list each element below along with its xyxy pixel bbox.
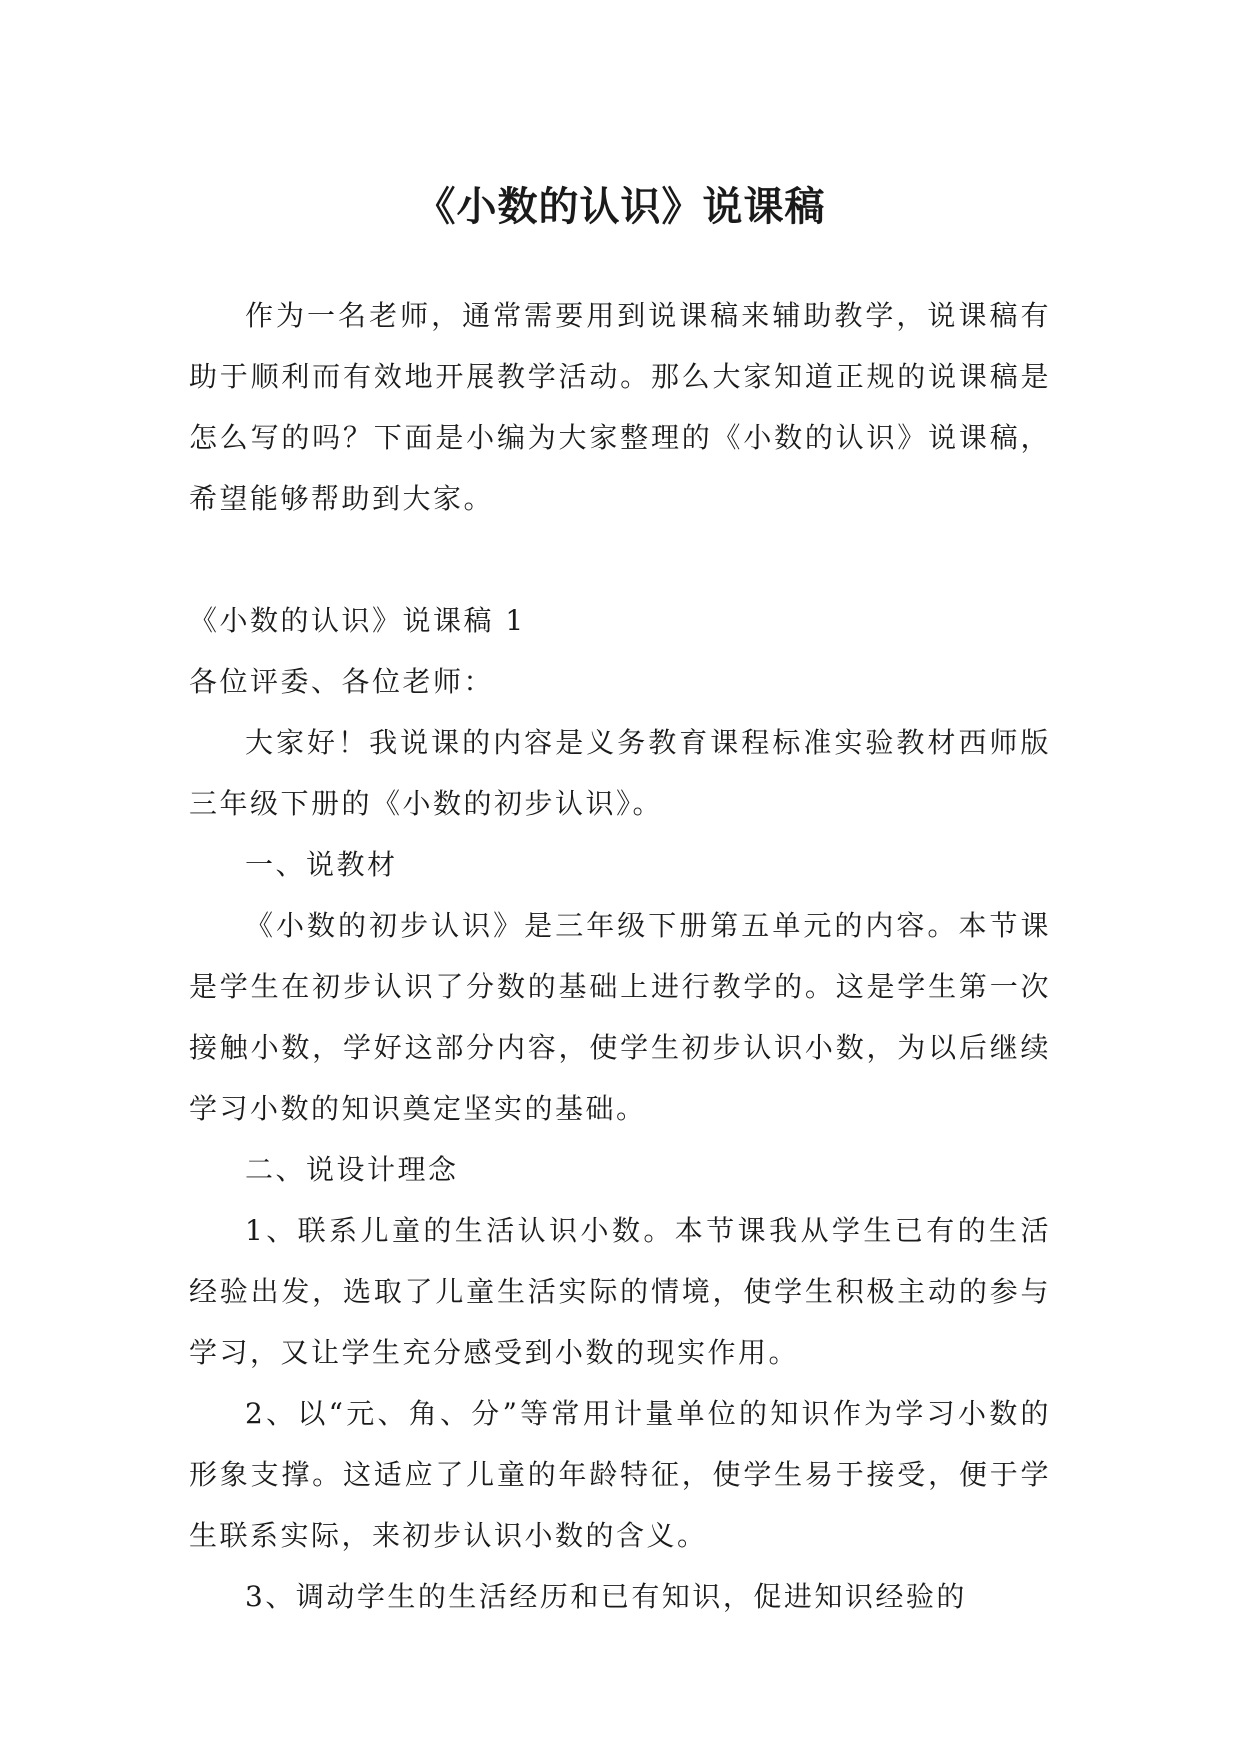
part2-heading: 二、说设计理念 <box>245 1153 459 1186</box>
document-body <box>189 285 1051 1627</box>
opening-paragraph: 大家好！我说课的内容是义务教育课程标准实验教材西师版三年级下册的《小数的初步认识》。 <box>189 726 1051 820</box>
point1-paragraph: 1、联系儿童的生活认识小数。本节课我从学生已有的生活经验出发，选取了儿童生活实际的情境，使学生积极主动的参与学习，又让学生充分感受到小数的现实作用。 <box>189 1214 1051 1369</box>
point3-paragraph: 3、调动学生的生活经历和已有知识，促进知识经验的 <box>245 1580 967 1613</box>
document-title: 《小数的认识》说课稿 <box>415 182 826 230</box>
greeting: 各位评委、各位老师： <box>189 665 495 698</box>
point2-paragraph: 2、以“元、角、分”等常用计量单位的知识作为学习小数的形象支撑。这适应了儿童的年龄特征，使学生易于接受，便于学生联系实际，来初步认识小数的含义。 <box>189 1397 1051 1552</box>
intro-paragraph: 作为一名老师，通常需要用到说课稿来辅助教学，说课稿有助于顺利而有效地开展教学活动。那么大家知道正规的说课稿是怎么写的吗？下面是小编为大家整理的《小数的认识》说课稿，希望能够帮助到大家。 <box>189 299 1051 515</box>
paragraph-gap <box>189 529 1051 590</box>
section-title: 《小数的认识》说课稿 1 <box>189 604 526 637</box>
part1-heading: 一、说教材 <box>245 848 398 881</box>
part1-paragraph: 《小数的初步认识》是三年级下册第五单元的内容。本节课是学生在初步认识了分数的基础上进行教学的。这是学生第一次接触小数，学好这部分内容，使学生初步认识小数，为以后继续学习小数的知识奠定坚实的基础。 <box>189 909 1051 1125</box>
